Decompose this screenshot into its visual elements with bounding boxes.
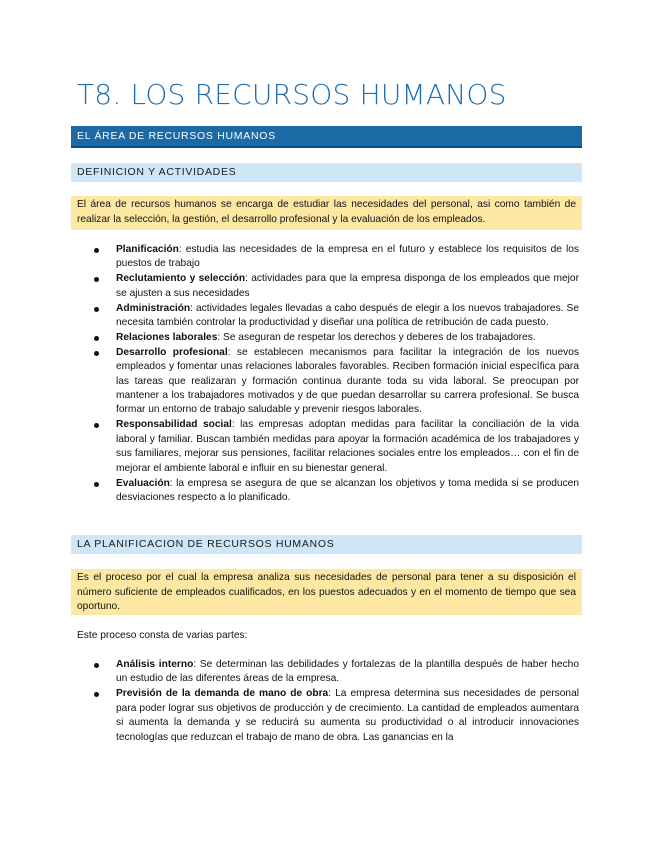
item-text: : Se aseguran de respetar los derechos y deberes de los trabajadores. [217,331,536,343]
subheading-definicion: DEFINICION Y ACTIVIDADES [71,163,582,182]
item-term: Previsión de la demanda de mano de obra [116,688,329,700]
item-text: : la empresa se asegura de que se alcanzan los objetivos y toma medida si se producen desviaciones respecto a lo planificado. [116,477,579,503]
list-item [77,272,579,301]
list-item [77,418,579,476]
item-text: : actividades legales llevadas a cabo después de elegir a los nuevos trabajadores. Se necesita también controlar la productividad y diseñar una política de retribución de cada puesto. [116,302,579,329]
item-term: Análisis interno [116,659,194,670]
item-term: Evaluación [116,477,170,489]
item-text: : actividades para que la empresa disponga de los empleados que mejor se ajusten a sus necesidades [116,273,579,299]
bullet-icon [94,248,99,253]
bullet-icon [94,423,99,428]
item-term: Relaciones laborales [116,331,218,343]
page-title: T8. LOS RECURSOS HUMANOS [77,78,507,111]
item-text: : La empresa determina sus necesidades de personal para poder lograr sus objetivos de producción y de crecimiento. La cantidad de empleados aumentara si aumenta la demanda y se reducirá su aumenta su productividad o al introducir innovaciones tecnologías que reduzcan el trabajo de mano de obra. Las ganancias en la [116,688,579,743]
item-text: : estudia las necesidades de la empresa en el futuro y establece los requisitos de los puestos de trabajo [116,244,579,270]
activities-list [77,243,579,506]
list-item [77,243,579,272]
bullet-icon [94,351,99,356]
definition-highlight: El área de recursos humanos se encarga de estudiar las necesidades del personal, asi como también de realizar la selección, la gestión, el desarrollo profesional y la evaluación de los empleados. [71,196,582,230]
planificacion-highlight: Es el proceso por el cual la empresa analiza sus necesidades de personal para tener a su disposición el número suficiente de empleados cualificados, en los puestos adecuados y en el momento de tiempo que sea oportuno. [71,569,582,615]
item-term: Administración [116,302,191,314]
list-item [77,302,579,331]
list-item [77,346,579,418]
planning-parts-list [77,658,579,745]
subheading-planificacion: LA PLANIFICACION DE RECURSOS HUMANOS [71,535,582,554]
bullet-icon [94,692,99,697]
list-item [77,477,579,506]
item-text: : Se determinan las debilidades y fortalezas de la plantilla después de haber hecho un estudio de las diferentes áreas de la empresa. [116,659,579,685]
item-text: : se establecen mecanismos para facilitar la integración de los nuevos empleados y fomentar unas relaciones laborales favorables. Reciben formación inicial específica para las tareas que realizaran y formación continua durante toda su vida laboral. Se preocupan por mantener a los trabajadores motivados y de que puedan desarrollar su carrera profesional. Se busca formar un entorno de trabajo saludable y prevenir riesgos laborales. [116,346,579,416]
list-item [77,687,579,745]
item-term: Responsabilidad social [116,419,232,431]
item-term: Reclutamiento y selección [116,273,246,285]
list-item [77,658,579,687]
bullet-icon [94,482,99,487]
bullet-icon [94,307,99,312]
bullet-icon [94,336,99,341]
bullet-icon [94,277,99,282]
intro-paragraph: Este proceso consta de varias partes: [77,630,248,641]
item-text: : las empresas adoptan medidas para facilitar la conciliación de la vida laboral y familiar. Buscan también medidas para apoyar la formación académica de los trabajadores y sus familiares, mejorar sus pensiones, facilitar relaciones sociales entre los empleados… con el fin de mejorar el ambiente laboral e influir en su bienestar general. [116,419,579,474]
bullet-icon [94,663,99,668]
list-item [77,331,579,345]
item-term: Desarrollo profesional [116,346,228,358]
section-band-area-rrhh: EL ÁREA DE RECURSOS HUMANOS [71,126,582,146]
item-term: Planificación [116,244,179,255]
